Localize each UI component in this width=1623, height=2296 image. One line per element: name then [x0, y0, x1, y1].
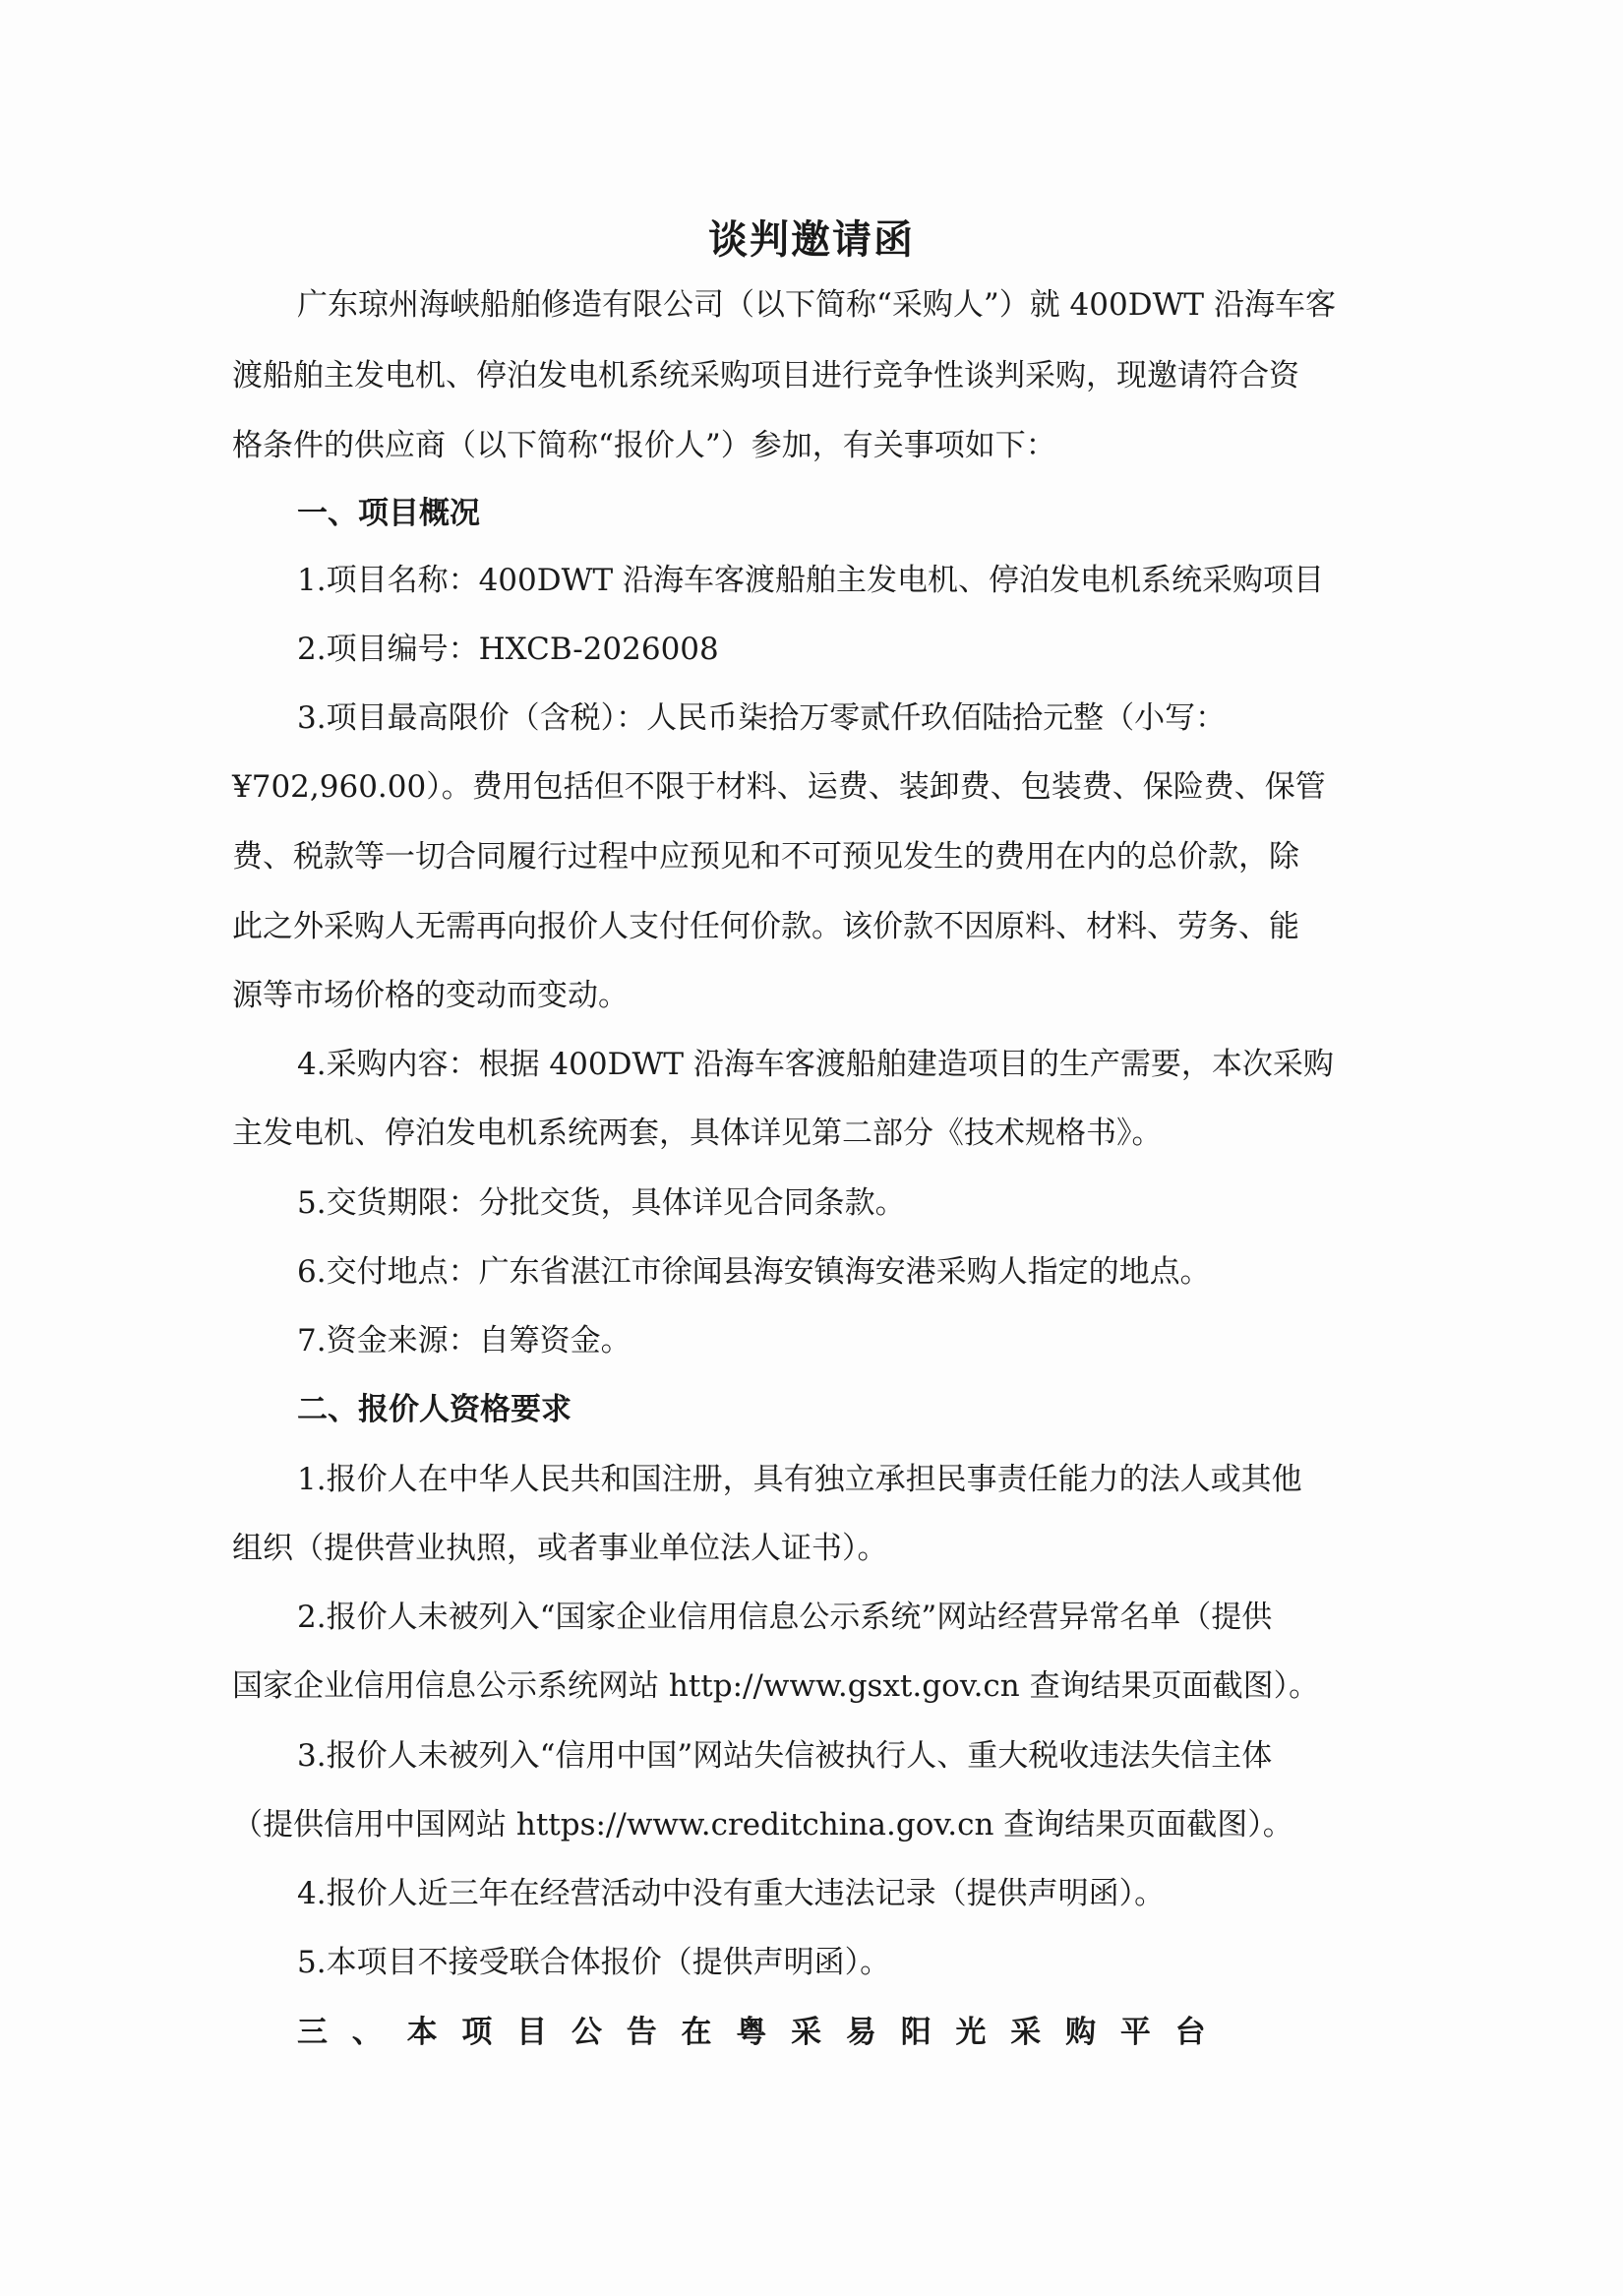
- section1-item3-line5: 源等市场价格的变动而变动。: [232, 978, 629, 1013]
- section1-heading: 一、项目概况: [297, 496, 480, 531]
- section1-item4-line2: 主发电机、停泊发电机系统两套，具体详见第二部分《技术规格书》。: [232, 1116, 1163, 1151]
- section1-item3-line3: 费、税款等一切合同履行过程中应预见和不可预见发生的费用在内的总价款，除: [232, 839, 1299, 875]
- section2-item4: 4.报价人近三年在经营活动中没有重大违法记录（提供声明函）。: [297, 1876, 1166, 1911]
- section1-item6: 6.交付地点：广东省湛江市徐闻县海安镇海安港采购人指定的地点。: [297, 1254, 1211, 1290]
- section1-item3-line4: 此之外采购人无需再向报价人支付任何价款。该价款不因原料、材料、劳务、能: [232, 909, 1299, 944]
- section2-item2-line1: 2.报价人未被列入“国家企业信用信息公示系统”网站经营异常名单（提供: [297, 1600, 1273, 1635]
- section2-item1-line2: 组织（提供营业执照，或者事业单位法人证书）。: [232, 1531, 888, 1566]
- section1-item3-line2: ¥702,960.00）。费用包括但不限于材料、运费、装卸费、包装费、保险费、保管: [232, 769, 1326, 805]
- intro-line-1: 广东琼州海峡船舶修造有限公司（以下简称“采购人”）就 400DWT 沿海车客: [297, 287, 1336, 323]
- section2-item3-line1: 3.报价人未被列入“信用中国”网站失信被执行人、重大税收违法失信主体: [297, 1738, 1273, 1774]
- section2-item5: 5.本项目不接受联合体报价（提供声明函）。: [297, 1945, 891, 1980]
- section2-item2-line2: 国家企业信用信息公示系统网站 http://www.gsxt.gov.cn 查询结果页面截图）。: [232, 1668, 1320, 1704]
- section1-item7: 7.资金来源：自筹资金。: [297, 1323, 631, 1359]
- section1-item2: 2.项目编号：HXCB-2026008: [297, 632, 719, 667]
- section1-item1: 1.项目名称：400DWT 沿海车客渡船舶主发电机、停泊发电机系统采购项目: [297, 563, 1324, 598]
- document-title: 谈判邀请函: [708, 217, 915, 263]
- section2-item3-line2: （提供信用中国网站 https://www.creditchina.gov.cn 查询结果页面截图）。: [232, 1807, 1293, 1843]
- intro-line-3: 格条件的供应商（以下简称“报价人”）参加，有关事项如下：: [232, 428, 1056, 463]
- section2-heading: 二、报价人资格要求: [297, 1392, 571, 1427]
- section2-item1-line1: 1.报价人在中华人民共和国注册，具有独立承担民事责任能力的法人或其他: [297, 1462, 1302, 1497]
- section1-item4-line1: 4.采购内容：根据 400DWT 沿海车客渡船舶建造项目的生产需要，本次采购: [297, 1047, 1334, 1082]
- section3-heading: 三 、 本 项 目 公 告 在 粤 采 易 阳 光 采 购 平 台: [297, 2015, 1206, 2050]
- section1-item3-line1: 3.项目最高限价（含税）：人民币柒拾万零贰仟玖佰陆拾元整（小写：: [297, 700, 1227, 736]
- intro-line-2: 渡船舶主发电机、停泊发电机系统采购项目进行竞争性谈判采购，现邀请符合资: [232, 358, 1299, 393]
- section1-item5: 5.交货期限：分批交货，具体详见合同条款。: [297, 1185, 906, 1221]
